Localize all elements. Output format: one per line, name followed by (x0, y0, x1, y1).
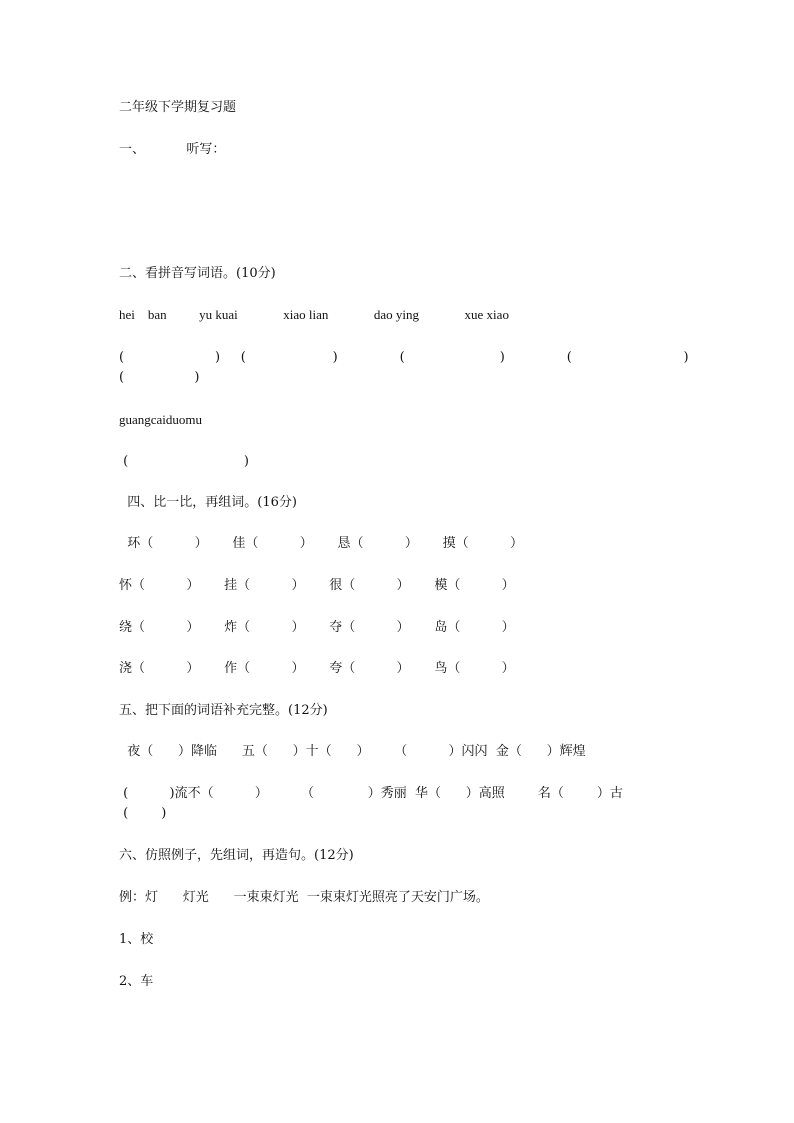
section-2-pinyin-row: hei ban yu kuai xiao lian dao ying xue xiao (119, 307, 509, 322)
section-6-heading: 六、仿照例子，先组词，再造句。(12分) (119, 848, 354, 863)
section-4-heading: 四、比一比，再组词。(16分) (119, 495, 297, 510)
section-5-row-1: 夜（ ）降临 五（ ）十（ ） （ ）闪闪 金（ ）辉煌 (119, 744, 586, 759)
section-2-blanks-row-3: ( ) (119, 454, 249, 469)
section-2-pinyin-row-2: guangcaiduomu (119, 412, 203, 427)
section-6-item-1: 1、校 (119, 932, 154, 947)
section-4-row: 环（ ） 佳（ ） 恳（ ） 摸（ ） (119, 536, 523, 551)
section-4-row: 浇（ ） 作（ ） 夸（ ） 鸟（ ） (119, 661, 515, 676)
section-5-heading: 五、把下面的词语补充完整。(12分) (119, 703, 328, 718)
section-4-row: 怀（ ） 挂（ ） 很（ ） 模（ ） (119, 578, 515, 593)
section-6-example: 例：灯 灯光 一束束灯光 一束束灯光照亮了天安门广场。 (119, 890, 489, 905)
page-title: 二年级下学期复习题 (119, 100, 237, 115)
section-5-row-2: ( )流不（ ） （ ）秀丽 华（ ）高照 名（ ）古 (119, 786, 623, 801)
section-1-dictation: 一、 听写： (119, 142, 226, 157)
section-2-blanks-row-1: ( ) ( ) ( ) ( ) (119, 350, 689, 365)
section-2-blanks-row-2: ( ) (119, 370, 200, 385)
section-6-item-2: 2、车 (119, 974, 154, 989)
section-5-row-3: ( ) (119, 806, 167, 821)
section-2-heading: 二、看拼音写词语。(10分) (119, 266, 276, 281)
section-4-row: 绕（ ） 炸（ ） 夺（ ） 岛（ ） (119, 620, 515, 635)
